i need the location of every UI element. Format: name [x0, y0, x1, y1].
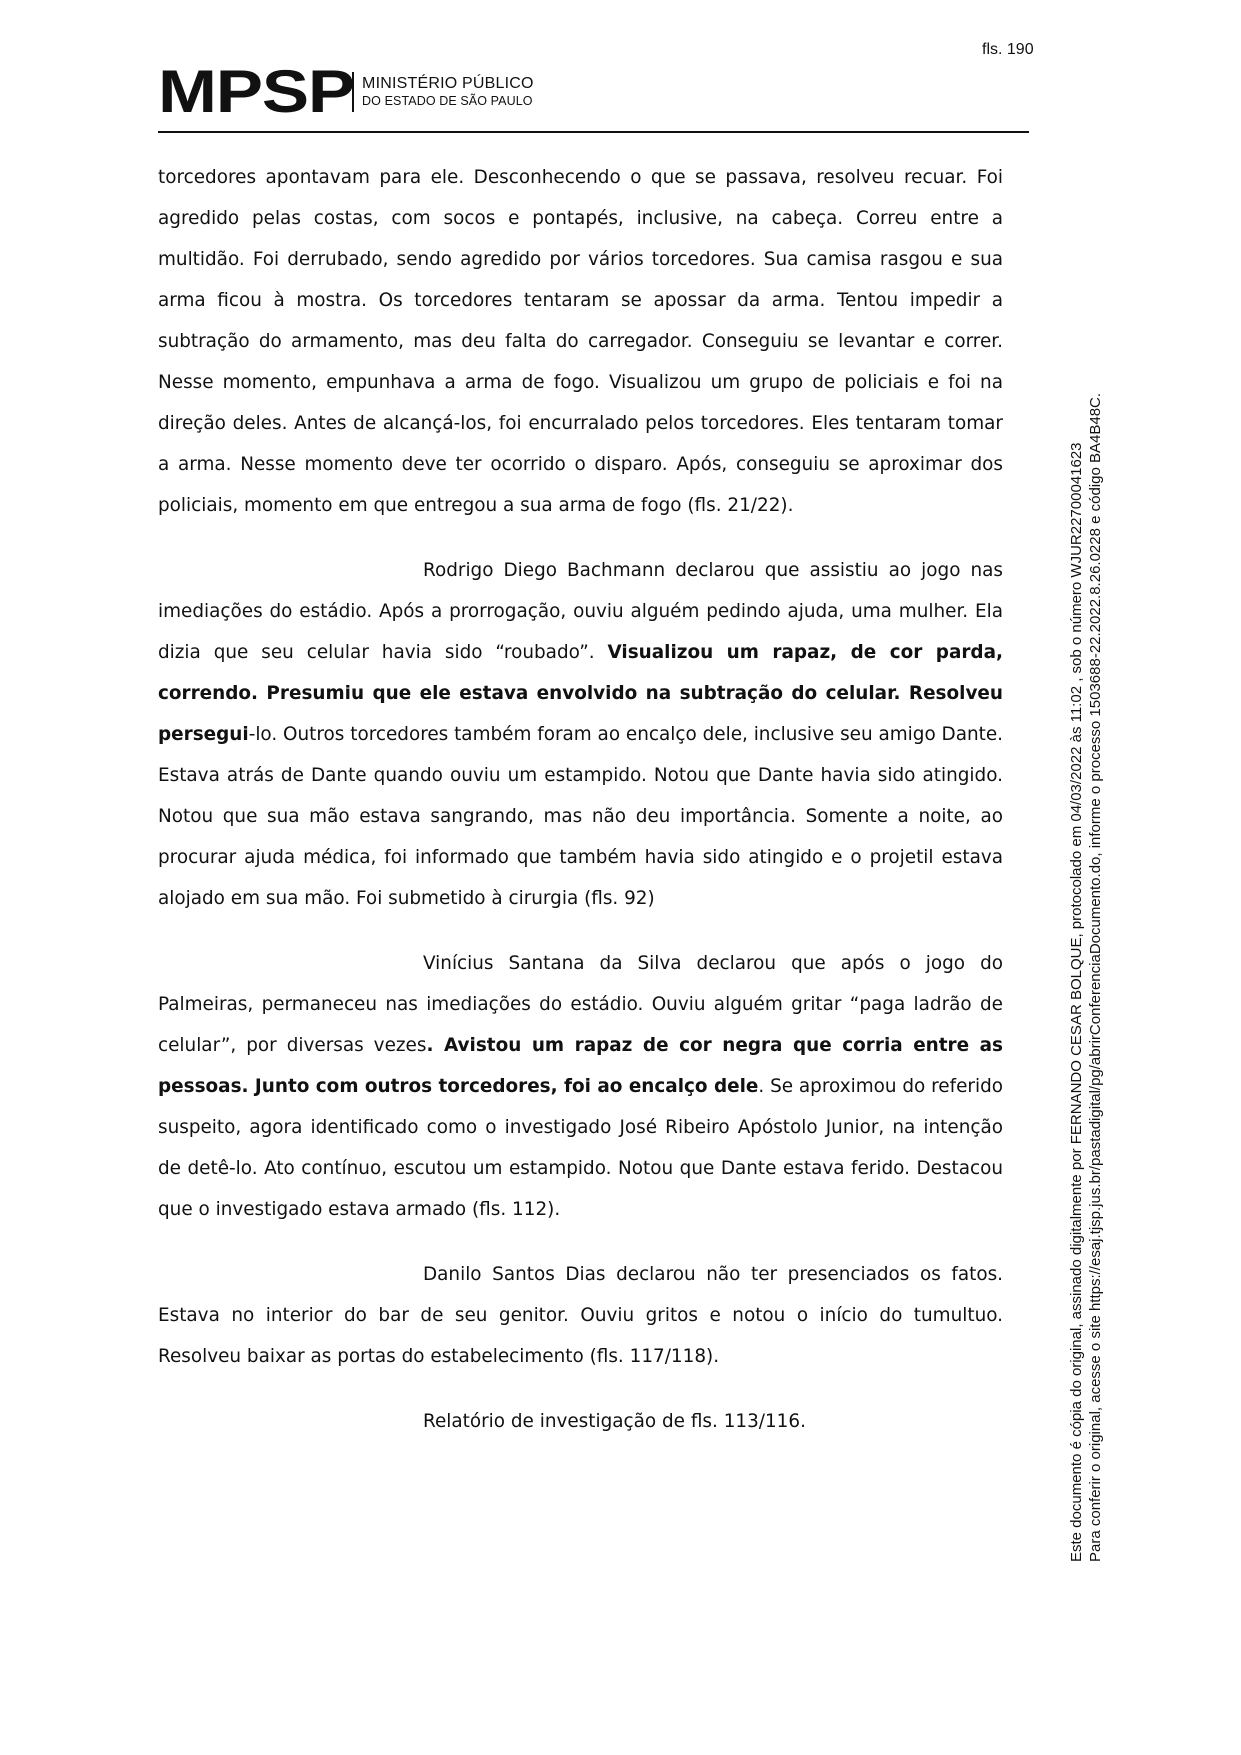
digital-signature-note	[1067, 242, 1105, 1562]
page-number: fls. 190	[982, 41, 1034, 58]
paragraph-vinicius-testimony	[158, 943, 1003, 1230]
paragraph-continuation: torcedores apontavam para ele. Desconhecendo o que se passava, resolveu recuar. Foi agredido pelas costas, com socos e pontapés, inclusive, na cabeça. Correu entre a multidão. Foi derrubado, sendo agredido por vários torcedores. Sua camisa rasgou e sua arma ficou à mostra. Os torcedores tentaram se apossar da arma. Tentou impedir a subtração do armamento, mas deu falta do carregador. Conseguiu se levantar e correr. Nesse momento, empunhava a arma de fogo. Visualizou um grupo de policiais e foi na direção deles. Antes de alcançá-los, foi encurralado pelos torcedores. Eles tentaram tomar a arma. Nesse momento deve ter ocorrido o disparo. Após, conseguiu se aproximar dos policiais, momento em que entregou a sua arma de fogo (fls. 21/22).	[158, 167, 1003, 516]
paragraph-emphasis: . Avistou um rapaz de cor negra que corria entre as pessoas. Junto com outros torcedores, foi ao encalço dele	[158, 1035, 1003, 1097]
mpsp-logo: MPSP	[158, 58, 354, 125]
paragraph-emphasis: Visualizou um rapaz, de cor parda, correndo. Presumiu que ele estava envolvido na subtração do celular. Resolveu persegui	[158, 642, 1003, 745]
institution-name	[362, 75, 534, 109]
paragraph-text: Rodrigo Diego Bachmann declarou que assistiu ao jogo nas imediações do estádio. Após a prorrogação, ouviu alguém pedindo ajuda, uma mulher. Ela dizia que seu celular havia sido “roubado”.	[158, 560, 1003, 663]
signature-note-line1: Este documento é cópia do original, assinado digitalmente por FERNANDO CESAR BOLQUE, protocolado em 04/03/2022 às 11:02 , sob o número WJUR22700041623	[1068, 442, 1085, 1562]
institution-name-line2: DO ESTADO DE SÃO PAULO	[362, 94, 533, 108]
institution-name-line1: MINISTÉRIO PÚBLICO	[362, 75, 534, 92]
paragraph-text: Vinícius Santana da Silva declarou que após o jogo do Palmeiras, permaneceu nas imediações do estádio. Ouviu alguém gritar “paga ladrão de celular”, por diversas vezes	[158, 953, 1003, 1056]
paragraph-text: -lo. Outros torcedores também foram ao encalço dele, inclusive seu amigo Dante. Estava atrás de Dante quando ouviu um estampido. Notou que Dante havia sido atingido. Notou que sua mão estava sangrando, mas não deu importância. Somente a noite, ao procurar ajuda médica, foi informado que também havia sido atingido e o projetil estava alojado em sua mão. Foi submetido à cirurgia (fls. 92)	[158, 724, 1003, 909]
paragraph-investigation-report: Relatório de investigação de fls. 113/116.	[423, 1411, 806, 1432]
signature-note-line2: Para conferir o original, acesse o site https://esaj.tjsp.jus.br/pastadigital/pg/abrirConferenciaDocumento.do, informe o processo 1503688-22.2022.8.26.0228 e código BA4B48C.	[1087, 392, 1104, 1562]
document-body	[158, 157, 1003, 1466]
header-divider	[158, 131, 1029, 133]
document-header	[158, 58, 534, 125]
paragraph-danilo-testimony: Danilo Santos Dias declarou não ter presenciados os fatos. Estava no interior do bar de seu genitor. Ouviu gritos e notou o início do tumultuo. Resolveu baixar as portas do estabelecimento (fls. 117/118).	[158, 1264, 1003, 1367]
paragraph-text: . Se aproximou do referido suspeito, agora identificado como o investigado José Ribeiro Apóstolo Junior, na intenção de detê-lo. Ato contínuo, escutou um estampido. Notou que Dante estava ferido. Destacou que o investigado estava armado (fls. 112).	[158, 1076, 1004, 1220]
paragraph-rodrigo-testimony	[158, 550, 1003, 919]
